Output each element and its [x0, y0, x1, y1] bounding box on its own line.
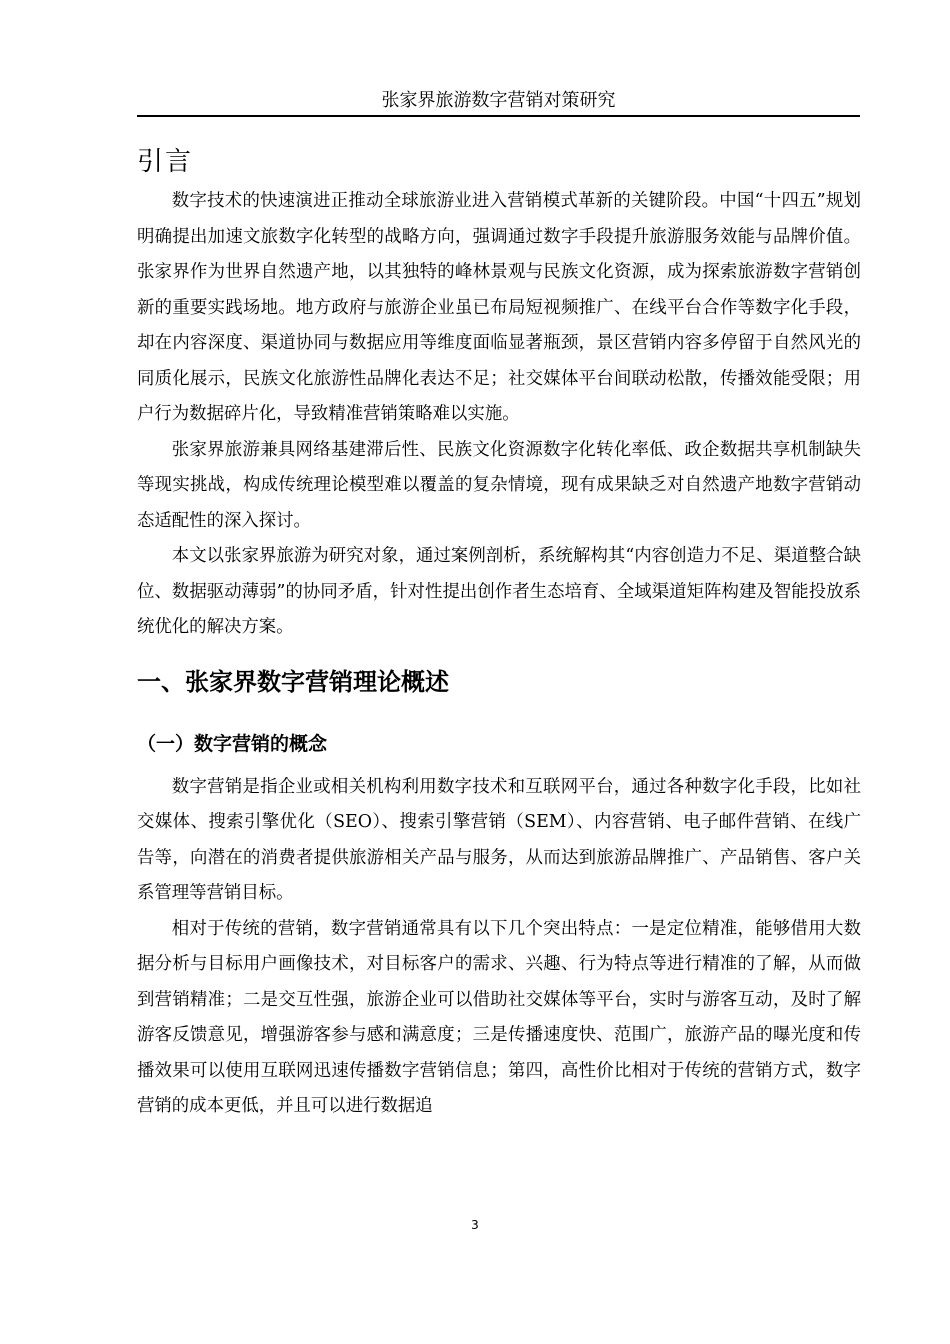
header-rule	[137, 115, 860, 117]
section-1-paragraph-1: 数字营销是指企业或相关机构利用数字技术和互联网平台，通过各种数字化手段，比如社交媒体、搜索引擎优化（SEO）、搜索引擎营销（SEM）、内容营销、电子邮件营销、在线广告等，向潜在的消费者提供旅游相关产品与服务，从而达到旅游品牌推广、产品销售、客户关系管理等营销目标。	[137, 776, 861, 903]
section-1-heading: （一）数字营销的概念	[137, 732, 328, 755]
page-number: 3	[471, 1218, 479, 1232]
chapter-1-heading: 一、张家界数字营销理论概述	[137, 667, 449, 696]
intro-paragraph-2: 张家界旅游兼具网络基建滞后性、民族文化资源数字化转化率低、政企数据共享机制缺失等现实挑战，构成传统理论模型难以覆盖的复杂情境，现有成果缺乏对自然遗产地数字营销动态适配性的深入探讨。	[137, 439, 861, 531]
section-1-paragraph-2: 相对于传统的营销，数字营销通常具有以下几个突出特点：一是定位精准，能够借用大数据分析与目标用户画像技术，对目标客户的需求、兴趣、行为特点等进行精准的了解，从而做到营销精准；二是交互性强，旅游企业可以借助社交媒体等平台，实时与游客互动，及时了解游客反馈意见，增强游客参与感和满意度；三是传播速度快、范围广，旅游产品的曝光度和传播效果可以使用互联网迅速传播数字营销信息；第四，高性价比相对于传统的营销方式，数字营销的成本更低，并且可以进行数据追	[137, 918, 861, 1116]
running-header: 张家界旅游数字营销对策研究	[381, 90, 616, 111]
page-body	[137, 140, 861, 1125]
intro-paragraph-3: 本文以张家界旅游为研究对象，通过案例剖析，系统解构其“内容创造力不足、渠道整合缺位、数据驱动薄弱”的协同矛盾，针对性提出创作者生态培育、全域渠道矩阵构建及智能投放系统优化的解决方案。	[137, 546, 861, 637]
intro-heading: 引言	[137, 147, 194, 177]
intro-paragraph-1: 数字技术的快速演进正推动全球旅游业进入营销模式革新的关键阶段。中国“十四五”规划明确提出加速文旅数字化转型的战略方向，强调通过数字手段提升旅游服务效能与品牌价值。张家界作为世界自然遗产地，以其独特的峰林景观与民族文化资源，成为探索旅游数字营销创新的重要实践场地。地方政府与旅游企业虽已布局短视频推广、在线平台合作等数字化手段，却在内容深度、渠道协同与数据应用等维度面临显著瓶颈，景区营销内容多停留于自然风光的同质化展示，民族文化旅游性品牌化表达不足；社交媒体平台间联动松散，传播效能受限；用户行为数据碎片化，导致精准营销策略难以实施。	[137, 191, 861, 424]
